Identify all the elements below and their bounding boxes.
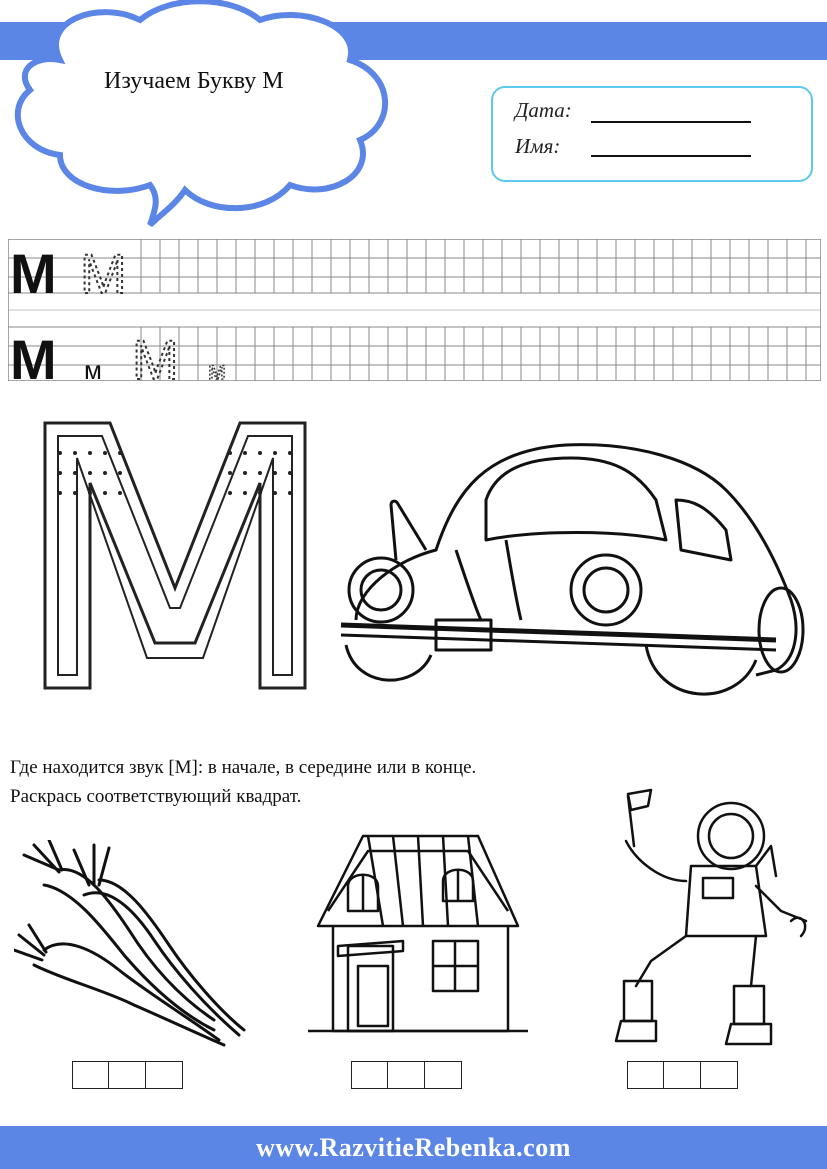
task-line-1: Где находится звук [М]: в начале, в середине или в конце. [10, 757, 477, 778]
info-box [491, 86, 813, 182]
astronaut-icon [606, 786, 816, 1046]
date-label: Дата: [515, 98, 572, 122]
house-icon [308, 826, 528, 1041]
speech-cloud [0, 0, 400, 240]
answer-box-end[interactable] [700, 1061, 738, 1089]
task-line-2: Раскрась соответствующий квадрат. [10, 786, 302, 807]
footer-url[interactable]: www.RazvitieRebenka.com [256, 1132, 571, 1162]
name-row [515, 134, 593, 159]
big-letter-outline [40, 418, 310, 693]
letter-sample-lower: м [84, 355, 102, 381]
letter-trace-upper-2[interactable]: М [132, 328, 179, 381]
answer-box-start[interactable] [627, 1061, 665, 1089]
page-title: Изучаем Букву М [104, 68, 284, 94]
footer-bar [0, 1126, 827, 1169]
answer-boxes-astronaut [628, 1061, 738, 1089]
date-field[interactable] [591, 121, 751, 123]
name-label: Имя: [515, 134, 561, 158]
answer-box-middle[interactable] [108, 1061, 146, 1089]
answer-box-start[interactable] [72, 1061, 110, 1089]
answer-box-middle[interactable] [387, 1061, 425, 1089]
letter-sample-upper-2: М [10, 328, 57, 381]
carrot-icon [14, 840, 254, 1050]
letter-trace-upper[interactable]: М [80, 242, 127, 305]
date-row [515, 98, 593, 123]
car-icon [336, 430, 806, 720]
letter-sample-upper: М [10, 242, 57, 305]
letter-trace-lower[interactable]: м [208, 355, 226, 381]
answer-box-start[interactable] [351, 1061, 389, 1089]
answer-boxes-carrot [73, 1061, 183, 1089]
answer-box-end[interactable] [424, 1061, 462, 1089]
answer-box-middle[interactable] [663, 1061, 701, 1089]
writing-grid [8, 239, 821, 381]
name-field[interactable] [591, 155, 751, 157]
answer-boxes-house [352, 1061, 462, 1089]
answer-box-end[interactable] [145, 1061, 183, 1089]
